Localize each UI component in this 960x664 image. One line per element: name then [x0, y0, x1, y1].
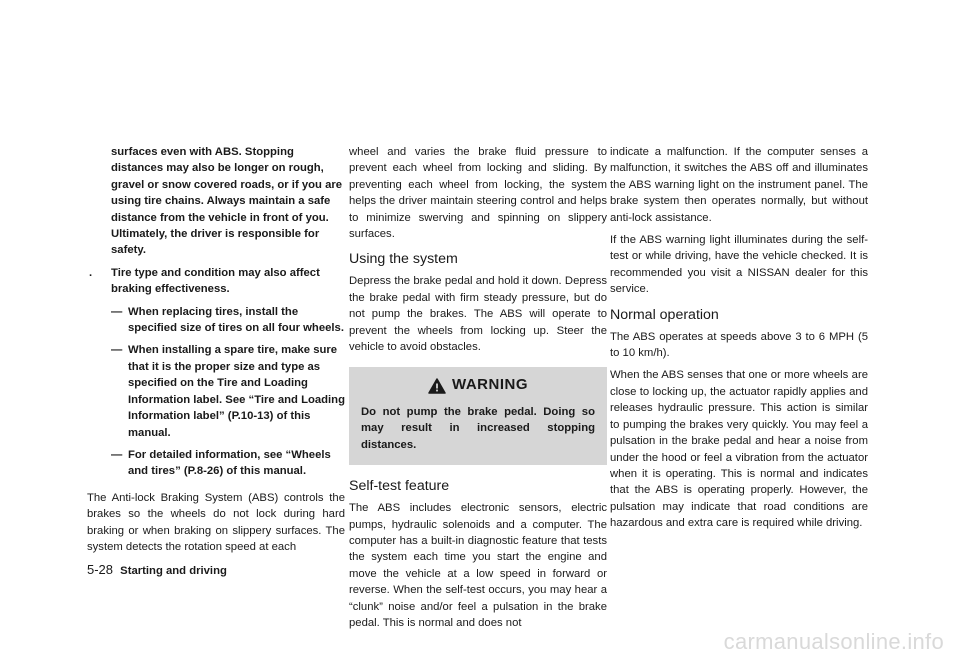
text-column-1 [87, 144, 345, 561]
text-run: For detailed information, see “ [128, 448, 292, 461]
bullet-text: Tire type and condition may also affect braking effectiveness. [111, 266, 320, 296]
text-run: ” (P.10-13) of this manual. [128, 410, 311, 439]
warning-header [361, 377, 595, 393]
cross-reference-link[interactable]: Tire and Loading Information label [128, 393, 345, 423]
warning-box [349, 367, 607, 465]
abs-intro-paragraph: The Anti-lock Braking System (ABS) controls the brakes so the wheels do not lock during hard braking or when braking on slippery surfaces. The system detects the rotation speed at each [87, 491, 345, 553]
text-column-2 [349, 144, 607, 637]
using-paragraph: Depress the brake pedal and hold it down. Depress the brake pedal with firm steady pressure, but do not pump the brakes. The ABS will operate to prevent the wheels from locking up. Steer the vehicle to avoid obstacles. [349, 275, 607, 354]
section-heading-selftest: Self-test feature [349, 478, 450, 495]
text-run: When installing a spare tire, make sure that it is the proper size and type as specified on the Tire and Loading Information label. See “ [128, 344, 338, 406]
text-run: ” (P.8-26) of this manual. [175, 465, 307, 478]
warning-text: Do not pump the brake pedal. Doing so may result in increased stopping distances. [361, 405, 595, 451]
bullet-item [87, 265, 345, 298]
abs-continued-paragraph: wheel and varies the brake fluid pressure to prevent each wheel from locking and sliding. By preventing each wheel from locking, the system helps the driver maintain steering control and helps to minimize swerving and spinning on slippery surfaces. [349, 146, 607, 241]
continued-bullet-text: surfaces even with ABS. Stopping distances may also be longer on rough, gravel or snow covered roads, or if you are using tire chains. Always maintain a safe distance from the vehicle in front of you. Ultimately, the driver is responsible for safety. [111, 146, 343, 257]
watermark: carmanualsonline.info [723, 629, 944, 654]
sub-item-text: When replacing tires, install the specified size of tires on all four wheels. [128, 305, 344, 335]
section-heading-normal: Normal operation [610, 306, 719, 323]
warning-title: WARNING [452, 376, 528, 394]
page-footer [87, 562, 227, 577]
section-heading-using: Using the system [349, 251, 458, 268]
cross-reference-link[interactable]: Wheels and tires [128, 448, 331, 478]
normal-paragraph-2: When the ABS senses that one or more wheels are close to locking up, the actuator rapidly applies and releases hydraulic pressure. This action is similar to pumping the brakes very quickly. You may feel a pulsation in the brake pedal and hear a noise from under the hood or feel a vibration from the actuator when it is operating. This is normal and indicates that the ABS is operating properly. However, the pulsation may indicate that road conditions are hazardous and extra care is required while driving. [610, 369, 868, 530]
page-number: 5-28 [87, 562, 114, 577]
normal-paragraph-1: The ABS operates at speeds above 3 to 6 MPH (5 to 10 km/h). [610, 330, 868, 360]
dash-mark: — [111, 448, 123, 461]
dash-mark: — [111, 344, 123, 357]
warning-light-paragraph: If the ABS warning light illuminates during the self-test or while driving, have the vehicle checked. It is recommended you visit a NISSAN dealer for this service. [610, 234, 868, 296]
sub-item-text [128, 447, 345, 480]
sub-item [87, 342, 345, 440]
sub-item-text [128, 342, 345, 440]
sub-item [87, 447, 345, 480]
section-name: Starting and driving [120, 565, 227, 577]
sub-item [87, 304, 345, 337]
selftest-paragraph: The ABS includes electronic sensors, electric pumps, hydraulic solenoids and a computer. The computer has a built-in diagnostic feature that tests the system each time you start the engine and move the vehicle at a low speed in forward or reverse. When the self-test occurs, you may hear a “clunk” noise and/or feel a pulsation in the brake pedal. This is normal and does not [349, 502, 607, 629]
selftest-continued-paragraph: indicate a malfunction. If the computer senses a malfunction, it switches the ABS off and illuminates the ABS warning light on the instrument panel. The brake system then operates normally, but without anti-lock assistance. [610, 146, 868, 224]
bullet-mark: . [89, 266, 93, 279]
dash-mark: — [111, 305, 123, 318]
warning-icon [428, 378, 446, 394]
text-column-3 [610, 144, 868, 538]
